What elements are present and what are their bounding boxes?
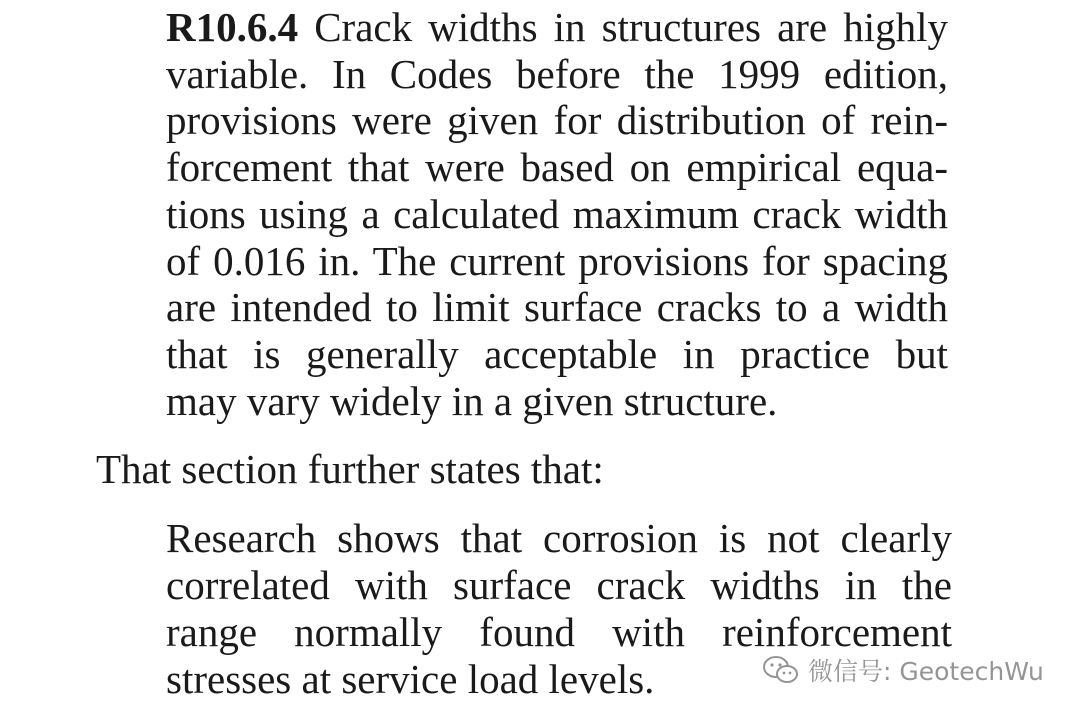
quote-line: forcement that were based on empirical equa- [166, 144, 948, 190]
intro-paragraph: That section further states that: [96, 446, 604, 492]
quote-line: correlated with surface crack widths in the [166, 562, 952, 608]
quote-line: Research shows that corrosion is not clearly [166, 515, 952, 561]
quote-line: of 0.016 in. The current provisions for spacing [166, 238, 948, 284]
quote-line: variable. In Codes before the 1999 edition, [166, 51, 948, 97]
quote-line: may vary widely in a given structure. [166, 378, 778, 424]
wechat-icon [762, 654, 800, 686]
quote-line: R10.6.4 Crack widths in structures are highly [166, 4, 948, 50]
watermark-text: 微信号: GeotechWu [808, 657, 1044, 686]
quote-line: are intended to limit surface cracks to a width [166, 284, 948, 330]
quote-line: provisions were given for distribution of rein- [166, 97, 948, 143]
quote-line: tions using a calculated maximum crack width [166, 191, 948, 237]
quote-line: range normally found with reinforcement [166, 609, 952, 655]
quote-line: stresses at service load levels. [166, 656, 655, 702]
watermark [762, 650, 1044, 690]
section-label: R10.6.4 [166, 4, 299, 50]
quote-line: that is generally acceptable in practice but [166, 331, 948, 377]
